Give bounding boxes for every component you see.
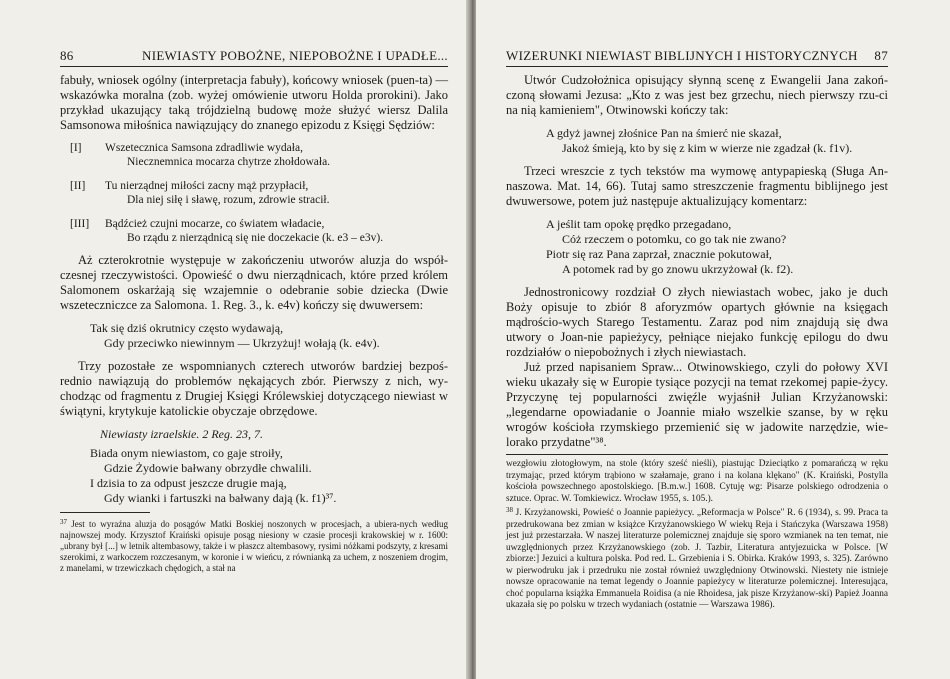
verse-stanza-3 [60, 217, 448, 245]
stanza-sluga-annaszowa [506, 217, 888, 277]
right-paragraph-3: Jednostronicowy rozdział O złych niewiastach wobec, jako je duch Boży opisuje to zbiór 8 aforyzmów opartych głównie na księgach mądrościo-wych Starego Testamentu. Zaraz pod nim znajdują się dwa utwory o Joan-nie papieżycy, pełniące niejako funkcję epilogu do dwu rozdziałów o niepobożnych i złych niewiastach. [506, 285, 888, 359]
left-page-header [60, 48, 448, 67]
left-page [0, 0, 468, 679]
left-page-number: 86 [60, 48, 74, 63]
left-paragraph-3: Trzy pozostałe ze wspomnianych czterech utworów bardziej bezpoś-rednio nawiązują do problemów nękających zbór. Pierwszy z nich, wy-chodząc od fragmentu z Drugiej Księgi Królewskiej dotyczącego niewiast w świątyni, krytykuje katolickie obyczaje obrzędowe. [60, 359, 448, 418]
right-paragraph-4: Już przed napisaniem Spraw... Otwinowskiego, czyli do połowy XVI wieku ukazały się w Europie tysiące pozycji na temat rzekomej papie-życy. Przyczynę tej popularności zwięźle wyjaśnił Julian Krzyżanowski: „legendarne opowiadanie o Joannie miało wszelkie szanse, by w ręku wrogów kościoła rzymskiego przemienić się w jadowite narzędzie, wie-lorako przydatne"³⁸. [506, 360, 888, 449]
footnote-rule [60, 512, 150, 513]
footnote-38 [506, 505, 888, 612]
poem-source: Niewiasty izraelskie. 2 Reg. 23, 7. [100, 427, 263, 441]
verse-line: Wszetecznica Samsona zdradliwie wydała, [105, 142, 303, 154]
verse-line: A potomek rad by go znowu ukrzyżował (k. f2). [562, 262, 794, 276]
verse-line: Gdzie Żydowie bałwany obrzydłe chwalili. [104, 461, 312, 475]
verse-line: Bo rządu z nierządnicą się nie doczekacie (k. e3 – e3v). [127, 232, 384, 244]
verse-line: Bądźcież czujni mocarze, co światem władacie, [105, 218, 325, 230]
poem-niewiasty-izraelskie [60, 446, 448, 506]
couplet-left [60, 321, 448, 351]
footnote-text: Jest to wyraźna aluzja do posągów Matki Boskiej noszonych w procesjach, a ubiera-nych według najnowszej mody. Krzysztof Kraiński opisuje posąg niesiony w czasie procesji krakowskiej w r. 1600: „ubrany był [...] w letnik altembasowy, także i w płaszcz altembasowy, rysimi nóżkami podszyty, z kresami szerokimi, z warkoczem rozczesanym, w koronie i w wieńcu, z równianką za uchem, z noszeniem drogim, z manelami, w trzewiczkach chędogich, a stał na [60, 519, 449, 573]
verse-line: A gdyż jawnej złośnice Pan na śmierć nie skazał, [546, 126, 782, 140]
verse-line: Gdy przeciwko niewinnym — Ukrzyżuj! wołają (k. e4v). [104, 336, 380, 350]
right-page-number: 87 [874, 48, 888, 63]
footnote-mark: 37 [60, 518, 67, 526]
left-paragraph-1: fabuły, wniosek ogólny (interpretacja fabuły), końcowy wniosek (puen-ta) — wskazówka moralna (zob. wyżej omówienie utworu Holda prorokini). Jako przykład ukazujący taką trójdzielną budowę może służyć wiersz Dalila Samsonowa miłośnica nawiązujący do znanego epizodu z Księgi Sędziów: [60, 73, 448, 132]
verse-line: Dla niej siłę i sławę, rozum, zdrowie stracił. [127, 194, 330, 206]
right-running-head: WIZERUNKI NIEWIAST BIBLIJNYCH I HISTORYCZNYCH [506, 48, 858, 63]
verse-line: Tak się dziś okrutnicy często wydawają, [90, 321, 284, 335]
verse-line: A jeślit tam opokę prędko przegadano, [546, 217, 732, 231]
verse-line: Jakoż śmieją, kto by się z kim w wierze nie zgadzał (k. f1v). [562, 141, 853, 155]
verse-line: Gdy wianki i fartuszki na bałwany dają (k. f1)³⁷. [104, 491, 337, 505]
footnote-37 [60, 517, 448, 574]
left-paragraph-2: Aż czterokrotnie występuje w zakończeniu utworów aluzja do współ-czesnej rzeczywistości. Opowieść o dwu nierządnicach, które przed królem Salomonem oskarżają się wzajemnie o odebranie sobie dziecka (Dwie wszeteczniczce za Salomona. 1. Reg. 3., k. e4v) kończy się dwuwersem: [60, 253, 448, 312]
verse-line: Piotr się raz Pana zaprzał, znacznie pokutował, [546, 247, 772, 261]
verse-line: Biada onym niewiastom, co gaje stroiły, [90, 446, 283, 460]
verse-number: [III] [70, 218, 90, 230]
footnote-37-continued: wezgłowiu złotogłowym, na stole (który sześć nieśli), piastując Dzieciątko z pomarańczą w ręku trzymając, przed którym trąbiono w szałamaje, grano i na kolana klękano" (K. Kraiński, Postylla kościoła powszechnego apostolskiego. [B.m.w.] 1608. Cytuję wg: Pisarze polskiego odrodzenia o sztuce. Oprac. W. Tomkiewicz. Wrocław 1955, s. 105.). [506, 459, 888, 504]
verse-stanza-2 [60, 179, 448, 207]
right-page [476, 0, 950, 679]
right-page-header [506, 48, 888, 67]
verse-line: Tu nierządnej miłości zacny mąż przypłacił, [105, 180, 309, 192]
footnote-rule [506, 454, 888, 455]
verse-line: Cóż rzeczem o potomku, co go tak nie zwano? [562, 232, 787, 246]
verse-line: I dzisia to za odpust jeszcze drugie mają, [90, 476, 287, 490]
verse-stanza-1 [60, 141, 448, 169]
footnote-text: J. Krzyżanowski, Powieść o Joannie papieżycy. „Reformacja w Polsce" R. 6 (1934), s. 99. Praca ta przedrukowana bez zmian w książce Krzyżanowskiego W wiekų Reja i Stańczyka (Warszawa 1958) jest już przestarzała. W naszej literaturze polemicznej znajduje się sporo wzmianek na ten temat, nie uwzględnionych przez Krzyżanowskiego (zob. J. Tazbir, Literatura antyjezuicka w Polsce. [W zbiorze:] Jezuici a kultura polska. Pod red. L. Grzebienia i S. Obirka. Kraków 1993, s. 325). Zarówno w pierwodruku jak i przedruku nie został również uwzględniony Otwinowski. Niestety nie istnieje nowsze opracowanie na temat legendy o Joannie papieżycy w literaturze polemicznej. Interesująca, choć popularna książka Emmanuela Roidisa (a nie Rhoidesa, jak pisze Krzyżanow-ski) Papież Joanna ukazała się po polsku w trzech wydaniach (ostatnie — Warszawa 1986). [506, 508, 888, 610]
left-running-head: NIEWIASTY POBOŻNE, NIEPOBOŻNE I UPADŁE... [142, 48, 448, 63]
verse-number: [I] [70, 142, 82, 154]
right-paragraph-2: Trzeci wreszcie z tych tekstów ma wymowę antypapieską (Sługa An-naszowa. Mat. 14, 66). Tutaj samo streszczenie fragmentu biblijnego jest dwuwersowe, potem już następuje aktualizujący komentarz: [506, 164, 888, 208]
verse-line: Niecznemnica mocarza chytrze zhołdowała. [127, 156, 331, 168]
verse-number: [II] [70, 180, 86, 192]
couplet-right [506, 126, 888, 156]
footnote-mark: 38 [506, 506, 513, 514]
right-paragraph-1: Utwór Cudzołożnica opisujący słynną scenę z Ewangelii Jana zakoń-czoną słowami Jezusa: „Kto z was jest bez grzechu, niech pierwszy rzu-ci na nią kamieniem", Otwinowski kończy tak: [506, 73, 888, 117]
